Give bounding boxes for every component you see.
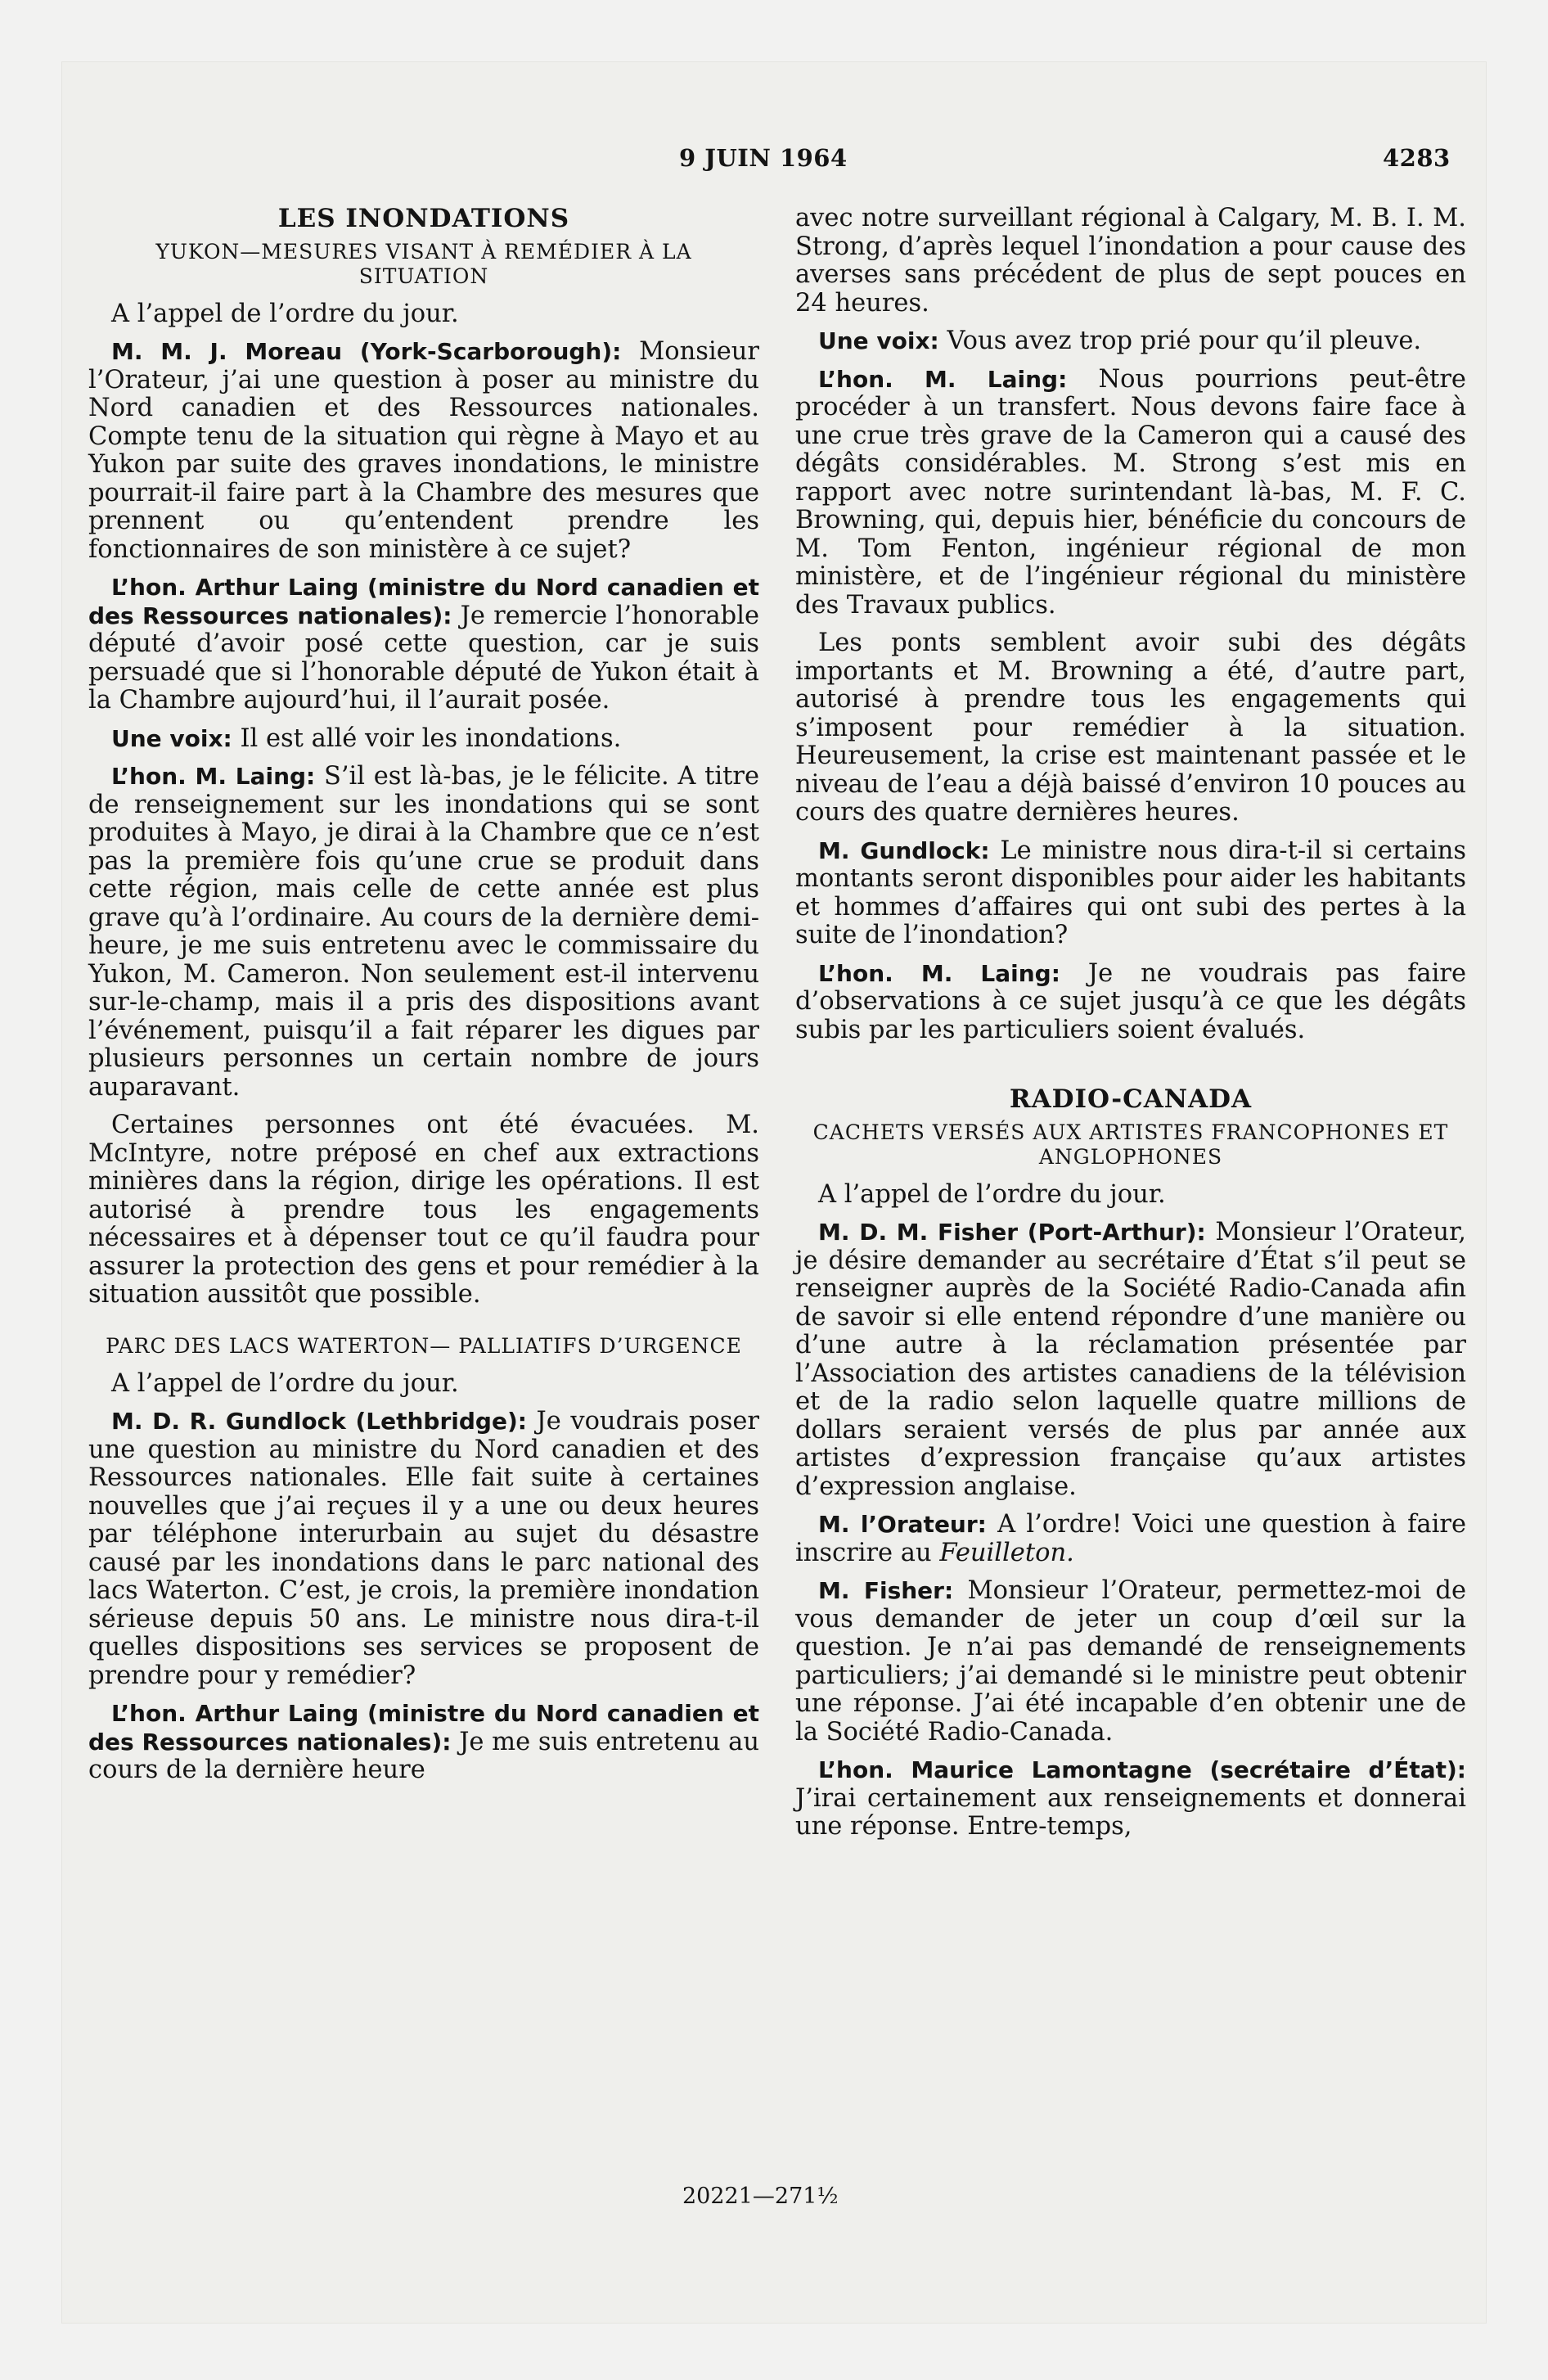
speaker-name: L’hon. M. Laing: <box>111 763 316 790</box>
speech-paragraph <box>795 1577 1466 1747</box>
speech-paragraph <box>795 366 1466 620</box>
speech-paragraph <box>88 574 759 715</box>
speaker-name: Une voix: <box>818 327 939 354</box>
speech-text: Monsieur l’Orateur, je désire demander au secrétaire d’État s’il peut se renseigner auprès de la Société Radio-Canada afin de savoir si elle entend répondre d’une manière ou d’une autre à la réclamation présentée par l’Association des artistes canadiens de la télévision et de la radio selon laquelle quatre millions de dollars seraient versés de plus par année aux artistes d’expression française qu’aux artistes d’expression anglaise. <box>795 1218 1466 1501</box>
speech-text: A l’ordre! Voici une question à faire inscrire au <box>795 1510 1466 1567</box>
speech-text: Vous avez trop prié pour qu’il pleuve. <box>938 327 1422 355</box>
speech-text: J’irai certainement aux renseignements et donnerai une réponse. Entre-temps, <box>795 1783 1466 1841</box>
subheading-waterton: PARC DES LACS WATERTON— PALLIATIFS D’URGENCE <box>106 1333 742 1358</box>
speech-text: Je me suis entretenu au cours de la dernière heure <box>88 1727 759 1784</box>
speech-paragraph <box>88 763 759 1102</box>
speech-text: Monsieur l’Orateur, j’ai une question à poser au ministre du Nord canadien et des Ressources nationales. Compte tenu de la situation qui règne à Mayo et au Yukon par suite des graves inondations, le ministre pourrait-il faire part à la Chambre des mesures que prennent ou qu’entendent prendre les fonctionnaires de son ministère à ce sujet? <box>88 337 759 564</box>
speech-paragraph <box>795 327 1466 356</box>
speech-paragraph <box>795 1511 1466 1567</box>
left-column <box>88 205 759 1795</box>
speech-text: Je voudrais poser une question au ministre du Nord canadien et des Ressources nationales. Elle fait suite à certaines nouvelles que j’ai reçues il y a une ou deux heures par téléphone interurbain au sujet du désastre causé par les inondations dans le parc national des lacs Waterton. C’est, je crois, la première inondation sérieuse depuis 50 ans. Le ministre nous dira-t-il quelles dispositions ses services se proposent de prendre pour y remédier? <box>88 1407 759 1690</box>
right-column <box>795 205 1466 1851</box>
speech-text: Je remercie l’honorable député d’avoir posé cette question, car je suis persuadé que si l’honorable député de Yukon était à la Chambre aujourd’hui, il l’aurait posée. <box>88 601 759 714</box>
page-date: 9 JUIN 1964 <box>679 144 848 172</box>
section-heading-radio-canada: RADIO-CANADA <box>1009 1084 1253 1114</box>
speech-text: Nous pourrions peut-être procéder à un transfert. Nous devons faire face à une crue très grave de la Cameron qui a causé des dégâts considérables. M. Strong s’est mis en rapport avec notre surintendant là-bas, M. F. C. Browning, qui, depuis hier, bénéficie du concours de M. Tom Fenton, ingénieur régional de mon ministère, et de l’ingénieur régional du ministère des Travaux publics. <box>795 364 1466 620</box>
paragraph: A l’appel de l’ordre du jour. <box>111 1368 459 1398</box>
paragraph: A l’appel de l’ordre du jour. <box>111 299 459 328</box>
subheading-cachets: CACHETS VERSÉS AUX ARTISTES FRANCOPHONES ET ANGLOPHONES <box>812 1120 1449 1169</box>
speech-paragraph <box>88 338 759 564</box>
speaker-name: Une voix: <box>111 724 232 752</box>
print-code: 20221—271½ <box>682 2184 839 2209</box>
section-heading-inondations: LES INONDATIONS <box>277 204 570 233</box>
speech-paragraph <box>88 1408 759 1690</box>
speech-text: Il est allé voir les inondations. <box>232 723 622 753</box>
page-number: 4283 <box>1383 144 1451 172</box>
speaker-name: M. Fisher: <box>818 1577 954 1604</box>
italic-text: Feuilleton. <box>939 1538 1074 1567</box>
speaker-name: L’hon. M. Laing: <box>818 365 1068 393</box>
speech-paragraph <box>88 1700 759 1785</box>
paragraph: A l’appel de l’ordre du jour. <box>818 1179 1166 1209</box>
speech-text: S’il est là-bas, je le félicite. A titre de renseignement sur les inondations qui se sont produites à Mayo, je dirai à la Chambre que ce n’est pas la première fois qu’une crue se produit dans cette région, mais celle de cette année est plus grave qu’à l’ordinaire. Au cours de la dernière demi-heure, je me suis entretenu avec le commissaire du Yukon, M. Cameron. Non seulement est-il intervenu sur-le-champ, mais il a pris des dispositions avant l’événement, puisqu’il a fait réparer les digues par plusieurs personnes un certain nombre de jours auparavant. <box>88 762 759 1102</box>
speech-paragraph <box>795 1756 1466 1841</box>
speech-paragraph <box>88 725 759 754</box>
speech-text: Monsieur l’Orateur, permettez-moi de vous demander de jeter un coup d’œil sur la question. Je n’ai pas demandé de renseignements particuliers; j’ai demandé si le ministre peut obtenir une réponse. J’ai été incapable d’en obtenir une de la Société Radio-Canada. <box>795 1576 1466 1747</box>
speaker-name: L’hon. M. Laing: <box>818 959 1060 987</box>
speech-text: Je ne voudrais pas faire d’observations à ce sujet jusqu’à ce que les dégâts subis par les particuliers soient évalués. <box>795 958 1466 1044</box>
speaker-name: M. D. R. Gundlock (Lethbridge): <box>111 1408 527 1435</box>
paragraph: Certaines personnes ont été évacuées. M. McIntyre, notre préposé en chef aux extractions minières dans la région, dirige les opérations. Il est autorisé à prendre tous les engagements nécessaires et à dépenser tout ce qu’il faudra pour assurer la protection des gens et pour remédier à la situation aussitôt que possible. <box>88 1111 759 1309</box>
paragraph: Les ponts semblent avoir subi des dégâts importants et M. Browning a été, d’autre part, autorisé à prendre tous les engagements qui s’imposent pour remédier à la situation. Heureusement, la crise est maintenant passée et le niveau de l’eau a déjà baissé d’environ 10 pouces au cours des quatre dernières heures. <box>795 629 1466 827</box>
speaker-name: L’hon. Arthur Laing (ministre du Nord canadien et des Ressources nationales): <box>88 1700 759 1756</box>
speech-paragraph <box>795 1219 1466 1501</box>
speech-text: Le ministre nous dira-t-il si certains montants seront disponibles pour aider les habitants et hommes d’affaires qui ont subi des pertes à la suite de l’inondation? <box>795 836 1466 949</box>
speech-paragraph <box>795 837 1466 950</box>
speaker-name: M. l’Orateur: <box>818 1511 987 1538</box>
speaker-name: L’hon. Arthur Laing (ministre du Nord canadien et des Ressources nationales): <box>88 574 759 629</box>
speaker-name: M. D. M. Fisher (Port-Arthur): <box>818 1219 1206 1246</box>
speaker-name: L’hon. Maurice Lamontagne (secrétaire d’État): <box>818 1756 1466 1783</box>
speech-paragraph <box>795 960 1466 1045</box>
speaker-name: M. M. J. Moreau (York-Scarborough): <box>111 338 622 365</box>
speaker-name: M. Gundlock: <box>818 836 990 864</box>
subheading-yukon: YUKON—MESURES VISANT À REMÉDIER À LA SITUATION <box>155 239 692 288</box>
paragraph: avec notre surveillant régional à Calgary, M. B. I. M. Strong, d’après lequel l’inondation a pour cause des averses sans précédent de plus de sept pouces en 24 heures. <box>795 204 1466 318</box>
